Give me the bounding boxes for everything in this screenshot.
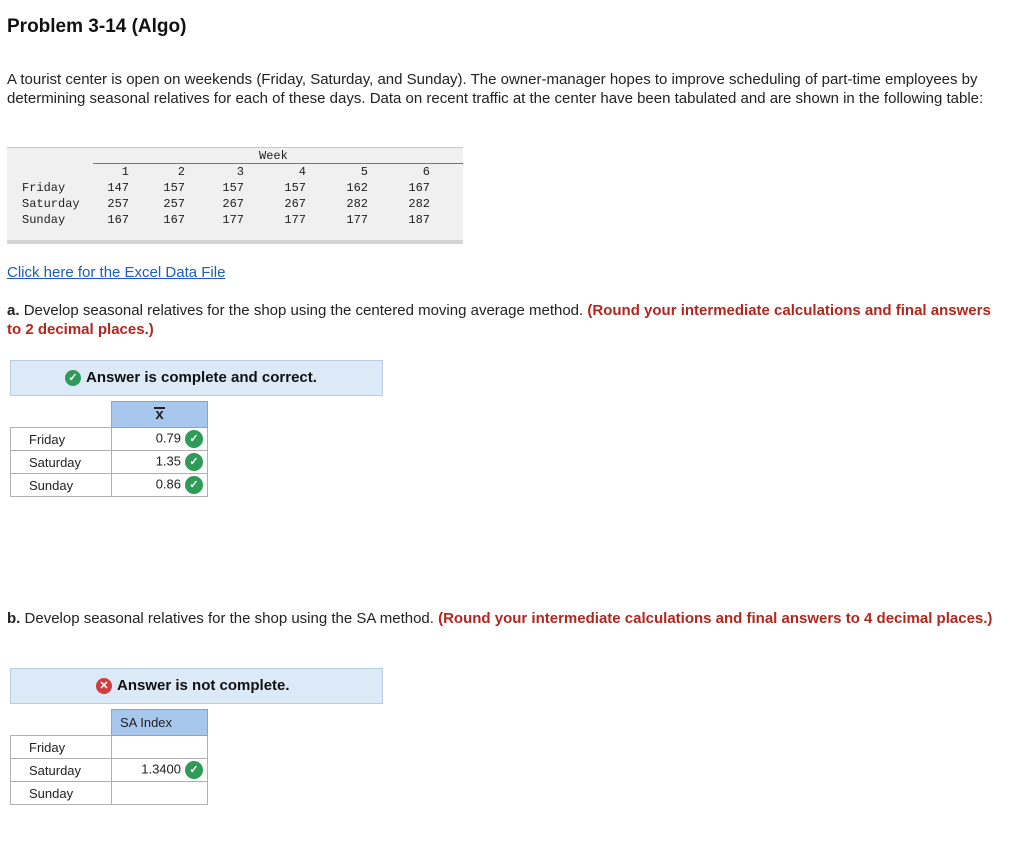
row-label: Sunday [11, 782, 112, 805]
cell: 167 [408, 181, 430, 195]
cell: 257 [107, 197, 129, 211]
part-a-question [7, 301, 1007, 339]
sa-index-column-header: SA Index [112, 710, 208, 736]
part-a-prompt: Develop seasonal relatives for the shop using the centered moving average method. [23, 302, 584, 319]
cell: 157 [222, 181, 244, 195]
cell: 162 [346, 181, 368, 195]
part-b-row-saturday [11, 759, 208, 782]
cell: 147 [107, 181, 129, 195]
week-col-6: 6 [422, 165, 430, 179]
sa-input-friday[interactable] [112, 736, 208, 759]
cell: 157 [163, 181, 185, 195]
week-col-1: 1 [121, 165, 129, 179]
part-b-hint: (Round your intermediate calculations and final answers to 4 decimal places.) [438, 610, 993, 627]
problem-statement: A tourist center is open on weekends (Friday, Saturday, and Sunday). The owner-manager hopes to improve scheduling of part-time employees by determining seasonal relatives for each of these days. Data on recent traffic at the center have been tabulated and are shown in the following table: [7, 71, 984, 107]
row-label: Sunday [11, 474, 112, 497]
sa-input-sunday[interactable] [112, 782, 208, 805]
xbar-column-header: x [112, 402, 208, 428]
check-circle-icon: ✓ [185, 430, 203, 448]
week-header-rule [93, 163, 463, 164]
row-label: Sunday [22, 213, 66, 227]
cell: 267 [284, 197, 306, 211]
x-circle-icon: ✕ [96, 678, 112, 694]
row-label: Friday [22, 181, 66, 195]
row-label: Saturday [22, 197, 80, 211]
part-b-row-sunday [11, 782, 208, 805]
cell: 177 [222, 213, 244, 227]
header-spacer [11, 710, 112, 736]
page-title: Problem 3-14 (Algo) [7, 16, 187, 37]
part-b-row-friday [11, 736, 208, 759]
week-group-label: Week [259, 149, 288, 163]
check-circle-icon: ✓ [185, 453, 203, 471]
cell: 282 [408, 197, 430, 211]
part-a-answer-table [10, 401, 208, 497]
week-col-3: 3 [236, 165, 244, 179]
cell: 167 [163, 213, 185, 227]
answer-input-sunday[interactable]: 0.86 ✓ [112, 474, 208, 497]
cell: 267 [222, 197, 244, 211]
part-b-question [7, 609, 1007, 628]
part-a-lead: a. [7, 302, 20, 319]
row-label: Friday [11, 736, 112, 759]
cell: 157 [284, 181, 306, 195]
week-col-2: 2 [177, 165, 185, 179]
sa-input-saturday[interactable]: 1.3400 ✓ [112, 759, 208, 782]
part-a-status-banner [10, 360, 383, 396]
part-b-lead: b. [7, 610, 21, 627]
part-a-status-text: Answer is complete and correct. [86, 369, 317, 386]
week-col-5: 5 [360, 165, 368, 179]
row-label: Saturday [11, 451, 112, 474]
answer-input-saturday[interactable]: 1.35 ✓ [112, 451, 208, 474]
header-spacer [11, 402, 112, 428]
part-b-answer-table [10, 709, 208, 805]
part-a-row-friday [11, 428, 208, 451]
row-label: Friday [11, 428, 112, 451]
part-a-row-saturday [11, 451, 208, 474]
traffic-data-table [7, 147, 463, 244]
part-a-row-sunday [11, 474, 208, 497]
cell: 257 [163, 197, 185, 211]
cell: 282 [346, 197, 368, 211]
excel-data-file-link[interactable]: Click here for the Excel Data File [7, 264, 226, 281]
part-b-prompt: Develop seasonal relatives for the shop using the SA method. [24, 610, 434, 627]
check-circle-icon: ✓ [65, 370, 81, 386]
part-b-status-banner [10, 668, 383, 704]
cell: 167 [107, 213, 129, 227]
check-circle-icon: ✓ [185, 476, 203, 494]
part-b-status-text: Answer is not complete. [117, 677, 290, 694]
answer-input-friday[interactable]: 0.79 ✓ [112, 428, 208, 451]
check-circle-icon: ✓ [185, 761, 203, 779]
week-col-4: 4 [298, 165, 306, 179]
row-label: Saturday [11, 759, 112, 782]
cell: 177 [284, 213, 306, 227]
cell: 187 [408, 213, 430, 227]
cell: 177 [346, 213, 368, 227]
part-a-hint: (Round your intermediate calculations and final answers to 2 decimal places.) [7, 302, 991, 338]
